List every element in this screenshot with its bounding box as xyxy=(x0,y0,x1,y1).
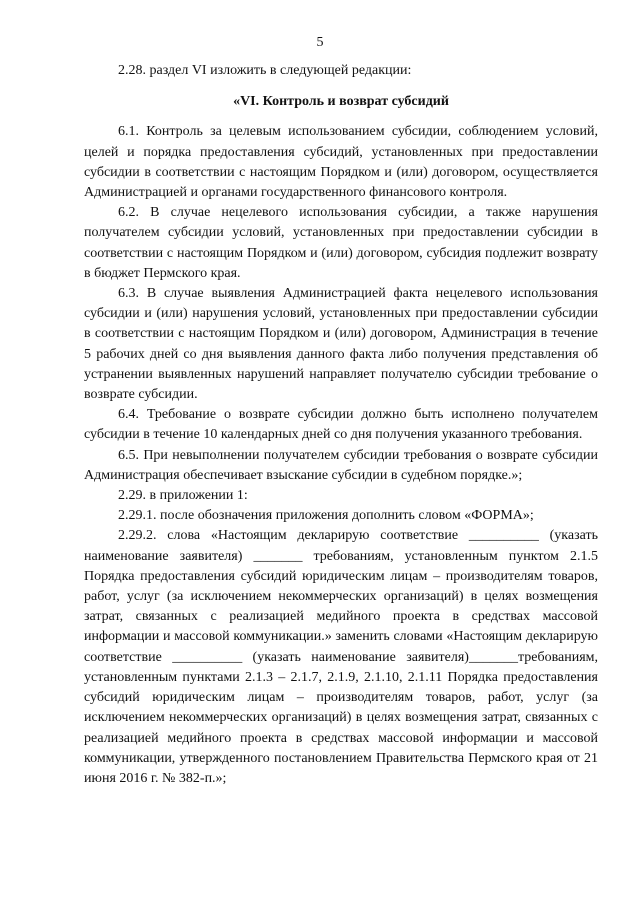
page-number: 5 xyxy=(316,35,324,50)
document-body xyxy=(84,61,598,789)
paragraph-6-1: 6.1. Контроль за целевым использованием субсидии, соблюдением условий, целей и порядка предоставления субсидий, установленных при предоставлении субсидии в соответствии с настоящим Порядком и (или) договором, осуществляется Администрацией и органами государственного финансового контроля. xyxy=(84,124,598,201)
paragraph-6-3: 6.3. В случае выявления Администрацией факта нецелевого использования субсидии и (или) нарушения условий, установленных при предоставлении субсидии в соответствии с настоящим Порядком и (или) договором, Администрация в течение 5 рабочих дней со дня выявления данного факта либо получения представления об устранении выявленных нарушений направляет получателю субсидии требование о возврате субсидии. xyxy=(84,286,598,403)
paragraph-2-29: 2.29. в приложении 1: xyxy=(118,488,248,504)
paragraph-2-29-1: 2.29.1. после обозначения приложения дополнить словом «ФОРМА»; xyxy=(118,508,534,524)
paragraph-6-5: 6.5. При невыполнении получателем субсидии требования о возврате субсидии Администрация обеспечивает взыскание субсидии в судебном порядке.»; xyxy=(84,447,598,483)
paragraph-2-28: 2.28. раздел VI изложить в следующей редакции: xyxy=(118,63,412,78)
paragraph-6-4: 6.4. Требование о возврате субсидии должно быть исполнено получателем субсидии в течение 10 календарных дней со дня получения указанного требования. xyxy=(84,407,598,443)
section-heading: «VI. Контроль и возврат субсидий xyxy=(233,94,449,110)
paragraph-6-2: 6.2. В случае нецелевого использования субсидии, а также нарушения получателем субсидии условий, установленных при предоставлении субсидии в соответствии с настоящим Порядком и (или) договором, субсидия подлежит возврату в бюджет Пермского края. xyxy=(84,205,598,281)
paragraph-2-29-2: 2.29.2. слова «Настоящим декларирую соответствие __________ (указать наименование заявителя) _______ требованиям, установленным пунктом 2.1.5 Порядка предоставления субсидий юридическим лицам – производителям товаров, работ, услуг (за исключением некоммерческих организаций) в целях возмещения затрат, связанных с реализацией медийного проекта в средствах массовой информации и массовой коммуникации.» заменить словами «Настоящим декларирую соответствие __________ (указать наименование заявителя)_______требованиям, установленным пунктами 2.1.3 – 2.1.7, 2.1.9, 2.1.10, 2.1.11 Порядка предоставления субсидий юридическим лицам – производителям товаров, работ, услуг (за исключением некоммерческих организаций) в целях возмещения затрат, связанных с реализацией медийного проекта в средствах массовой информации и массовой коммуникации, утвержденного постановлением Правительства Пермского края от 21 июня 2016 г. № 382-п.»; xyxy=(84,528,598,786)
